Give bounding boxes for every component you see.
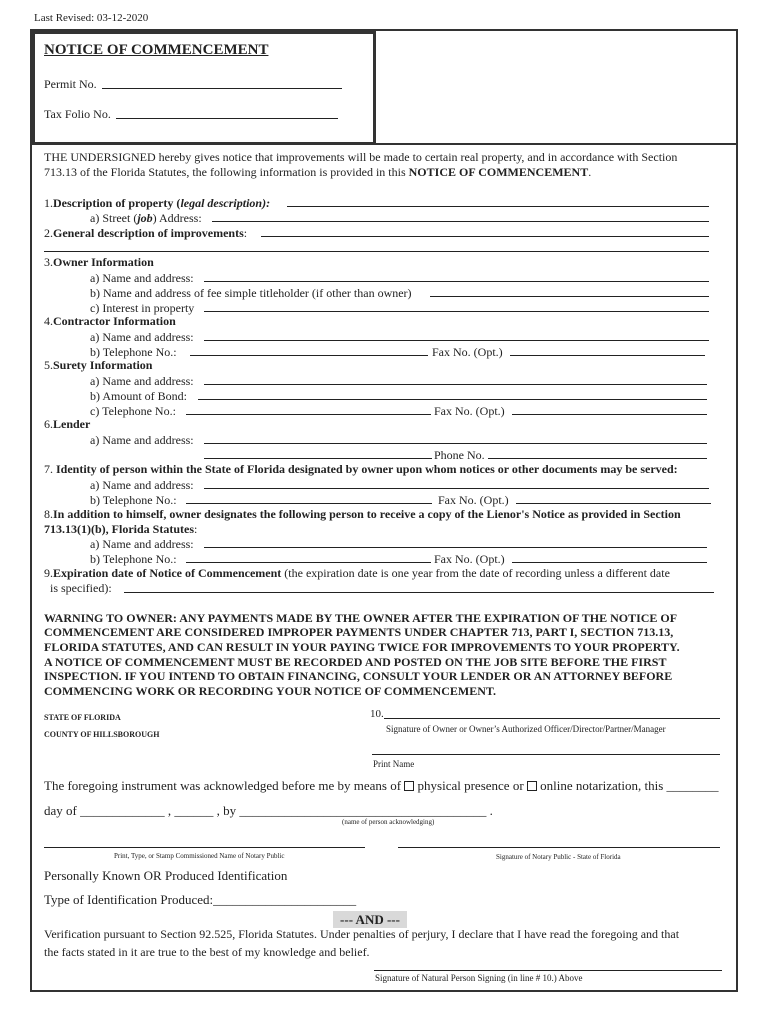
designee-name-field[interactable] (204, 488, 709, 489)
warning-line: COMMENCING WORK OR RECORDING YOUR NOTICE OF COMMENCEMENT. (44, 684, 496, 698)
notary-signature-caption: Signature of Notary Public - State of Florida (496, 853, 621, 861)
surety-phone-field[interactable] (186, 414, 431, 415)
and-divider: --- AND --- (333, 911, 407, 928)
designee-fax-field[interactable] (516, 503, 711, 504)
section-6-label: 6.Lender (44, 417, 91, 431)
print-name-field[interactable] (372, 754, 720, 755)
county-label: COUNTY OF HILLSBOROUGH (44, 730, 160, 739)
tax-folio-field[interactable] (116, 118, 338, 119)
intro-line-1: THE UNDERSIGNED hereby gives notice that improvements will be made to certain real property, and in accordance with Section (44, 150, 678, 164)
warning-line: INSPECTION. IF YOU INTEND TO OBTAIN FINANCING, CONSULT YOUR LENDER OR AN ATTORNEY BEFORE (44, 669, 673, 683)
acknowledgment-line: The foregoing instrument was acknowledged before me by means of physical presence or online notarization, this ________ (44, 778, 719, 793)
titleholder-label: b) Name and address of fee simple titleholder (if other than owner) (90, 286, 412, 300)
improvements-field[interactable] (261, 236, 709, 237)
physical-presence-checkbox[interactable] (404, 781, 414, 791)
designee-phone-label: b) Telephone No.: (90, 493, 177, 507)
street-address-label: a) Street (job) Address: (90, 211, 202, 225)
lender-name-label: a) Name and address: (90, 433, 194, 447)
last-revised: Last Revised: 03-12-2020 (34, 12, 149, 24)
surety-name-field[interactable] (204, 384, 707, 385)
owner-name-label: a) Name and address: (90, 271, 194, 285)
notary-print-field[interactable] (44, 847, 365, 848)
warning-line: FLORIDA STATUTES, AND CAN RESULT IN YOUR PAYING TWICE FOR IMPROVEMENTS TO YOUR PROPERTY. (44, 640, 680, 654)
name-caption: (name of person acknowledging) (342, 818, 435, 826)
lienor-notice-name-field[interactable] (204, 547, 707, 548)
permit-field[interactable] (102, 88, 342, 89)
verification-line-1: Verification pursuant to Section 92.525, Florida Statutes. Under penalties of perjury, I declare that I have read the foregoing and that (44, 927, 680, 941)
interest-field[interactable] (204, 311, 709, 312)
lienor-notice-name-label: a) Name and address: (90, 537, 194, 551)
natural-person-caption: Signature of Natural Person Signing (in line # 10.) Above (375, 973, 583, 983)
personally-known-label: Personally Known OR Produced Identification (44, 868, 288, 883)
lienor-notice-phone-label: b) Telephone No.: (90, 552, 177, 566)
lender-phone-label: Phone No. (434, 448, 485, 462)
contractor-name-field[interactable] (204, 340, 709, 341)
lienor-notice-fax-label: Fax No. (Opt.) (434, 552, 505, 566)
designee-fax-label: Fax No. (Opt.) (438, 493, 509, 507)
bond-amount-label: b) Amount of Bond: (90, 389, 188, 403)
owner-signature-caption: Signature of Owner or Owner’s Authorized Officer/Director/Partner/Manager (386, 724, 666, 734)
id-type-line[interactable]: Type of Identification Produced:______________________ (44, 892, 357, 907)
surety-fax-field[interactable] (512, 414, 707, 415)
section-8-label: 8.In addition to himself, owner designates the following person to receive a copy of the Lienor's Notice as provided in Section (44, 507, 681, 521)
lienor-notice-fax-field[interactable] (512, 562, 707, 563)
lender-name-field[interactable] (204, 443, 707, 444)
designee-phone-field[interactable] (186, 503, 432, 504)
lender-address-field[interactable] (204, 458, 432, 459)
surety-fax-label: Fax No. (Opt.) (434, 404, 505, 418)
natural-person-signature-field[interactable] (374, 970, 722, 971)
owner-signature-field[interactable] (384, 718, 720, 719)
recording-area (376, 31, 736, 145)
lienor-notice-phone-field[interactable] (186, 562, 431, 563)
verification-line-2: the facts stated in it are true to the best of my knowledge and belief. (44, 945, 370, 959)
surety-name-label: a) Name and address: (90, 374, 194, 388)
section-2-label: 2.General description of improvements: (44, 226, 248, 240)
contractor-fax-label: Fax No. (Opt.) (432, 345, 503, 359)
notary-print-caption: Print, Type, or Stamp Commissioned Name of Notary Public (114, 852, 285, 860)
section-7-label: 7. Identity of person within the State of Florida designated by owner upon whom notices or other documents may be served: (44, 462, 678, 476)
section-3-label: 3.Owner Information (44, 255, 154, 269)
section-4-label: 4.Contractor Information (44, 314, 176, 328)
contractor-phone-field[interactable] (190, 355, 428, 356)
section-9-label: 9.Expiration date of Notice of Commencement (the expiration date is one year from the date of recording unless a different date (44, 566, 670, 580)
lender-phone-field[interactable] (488, 458, 707, 459)
legal-description-field[interactable] (287, 206, 709, 207)
owner-name-field[interactable] (204, 281, 709, 282)
item-10-label: 10. (370, 708, 384, 720)
section-5-label: 5.Surety Information (44, 358, 153, 372)
section-9-label-2: is specified): (50, 581, 112, 595)
online-notarization-checkbox[interactable] (527, 781, 537, 791)
permit-label: Permit No. (44, 77, 97, 91)
tax-folio-label: Tax Folio No. (44, 107, 111, 121)
street-address-field[interactable] (212, 221, 709, 222)
contractor-phone-label: b) Telephone No.: (90, 345, 177, 359)
warning-line: COMMENCEMENT ARE CONSIDERED IMPROPER PAYMENTS UNDER CHAPTER 713, PART I, SECTION 713.13, (44, 625, 674, 639)
interest-label: c) Interest in property (90, 301, 195, 315)
bond-amount-field[interactable] (198, 399, 707, 400)
contractor-fax-field[interactable] (510, 355, 705, 356)
titleholder-field[interactable] (430, 296, 709, 297)
print-name-caption: Print Name (373, 759, 415, 769)
section-1-label: 1.Description of property (legal description): (44, 196, 271, 210)
section-8-label-2: 713.13(1)(b), Florida Statutes: (44, 522, 198, 536)
page-title: NOTICE OF COMMENCEMENT (44, 42, 269, 58)
designee-name-label: a) Name and address: (90, 478, 194, 492)
intro-line-2: 713.13 of the Florida Statutes, the following information is provided in this NOTICE OF COMMENCEMENT. (44, 165, 592, 179)
day-of-line[interactable]: day of _____________ , ______ , by ______________________________________ . (44, 803, 493, 818)
warning-line: A NOTICE OF COMMENCEMENT MUST BE RECORDED AND POSTED ON THE JOB SITE BEFORE THE FIRST (44, 655, 667, 669)
warning-line: WARNING TO OWNER: ANY PAYMENTS MADE BY THE OWNER AFTER THE EXPIRATION OF THE NOTICE OF (44, 611, 678, 625)
surety-phone-label: c) Telephone No.: (90, 404, 176, 418)
notary-signature-field[interactable] (398, 847, 720, 848)
state-label: STATE OF FLORIDA (44, 713, 121, 722)
improvements-field-2[interactable] (44, 251, 709, 252)
expiration-date-field[interactable] (124, 592, 714, 593)
contractor-name-label: a) Name and address: (90, 330, 194, 344)
